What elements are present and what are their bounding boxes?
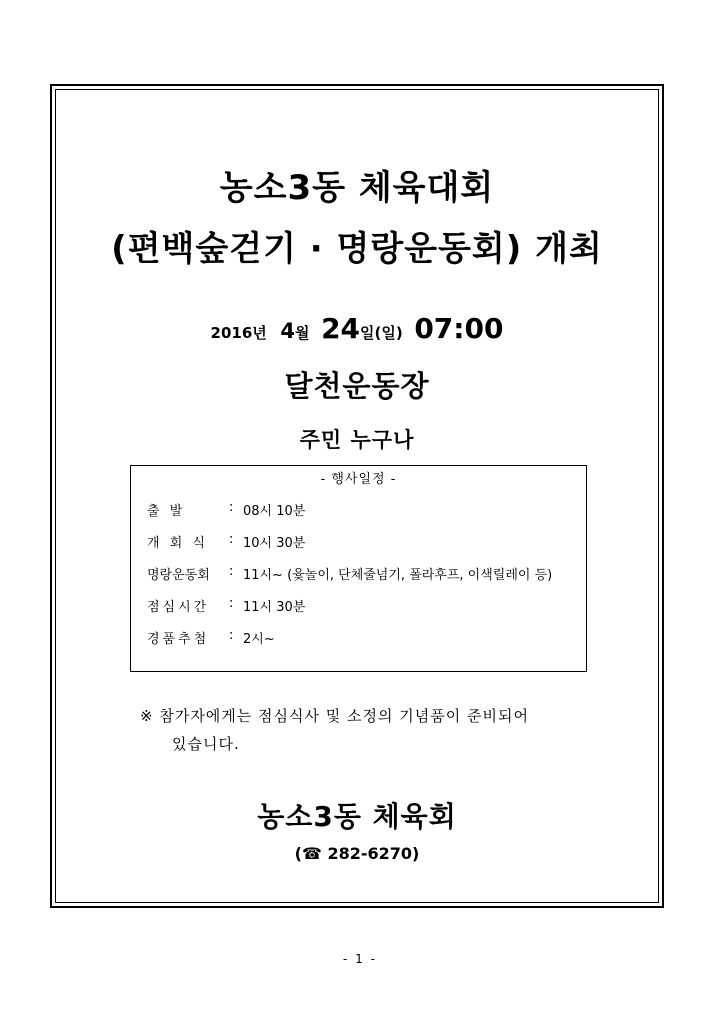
event-target: 주민 누구나	[299, 428, 415, 452]
schedule-label: 경품추첨	[147, 632, 210, 647]
document-title-line1: 농소3동 체육대회	[219, 168, 495, 208]
schedule-label: 명랑운동회	[147, 568, 210, 583]
schedule-value: 2시~	[243, 632, 275, 647]
schedule-label: 점심시간	[147, 600, 210, 615]
organizer-phone: (☎ 282-6270)	[294, 844, 420, 863]
schedule-row	[147, 628, 275, 647]
schedule-value: 10시 30분	[243, 536, 306, 551]
schedule-value: 11시~ (윷놀이, 단체줄넘기, 폴라후프, 이색릴레이 등)	[243, 568, 553, 583]
schedule-separator: :	[229, 500, 234, 515]
schedule-heading: - 행사일정 -	[320, 472, 397, 487]
event-month-num: 4	[280, 319, 295, 343]
schedule-separator: :	[229, 564, 234, 579]
schedule-label: 출 발	[147, 504, 186, 519]
event-time: 07:00	[414, 312, 504, 345]
event-month-unit: 월	[294, 324, 310, 342]
schedule-separator: :	[229, 532, 234, 547]
note-line1: ※ 참가자에게는 점심식사 및 소정의 기념품이 준비되어	[140, 707, 529, 725]
event-datetime	[55, 312, 659, 345]
schedule-separator: :	[229, 628, 234, 643]
organizer-name: 농소3동 체육회	[257, 800, 457, 833]
event-day-num: 24	[321, 312, 361, 345]
schedule-row	[147, 500, 305, 519]
event-year: 2016년	[210, 324, 267, 342]
schedule-row	[147, 564, 552, 583]
schedule-row	[147, 532, 305, 551]
schedule-value: 11시 30분	[243, 600, 306, 615]
schedule-row	[147, 596, 305, 615]
schedule-separator: :	[229, 596, 234, 611]
schedule-label: 개 회 식	[147, 536, 208, 551]
note-line2: 있습니다.	[172, 735, 240, 753]
schedule-box	[130, 465, 587, 672]
document-title-line2: (편백숲걷기 · 명랑운동회) 개최	[111, 229, 603, 269]
event-venue: 달천운동장	[284, 369, 430, 403]
page-number: - 1 -	[343, 952, 377, 966]
event-day-unit: 일(일)	[360, 324, 403, 342]
schedule-value: 08시 10분	[243, 504, 306, 519]
